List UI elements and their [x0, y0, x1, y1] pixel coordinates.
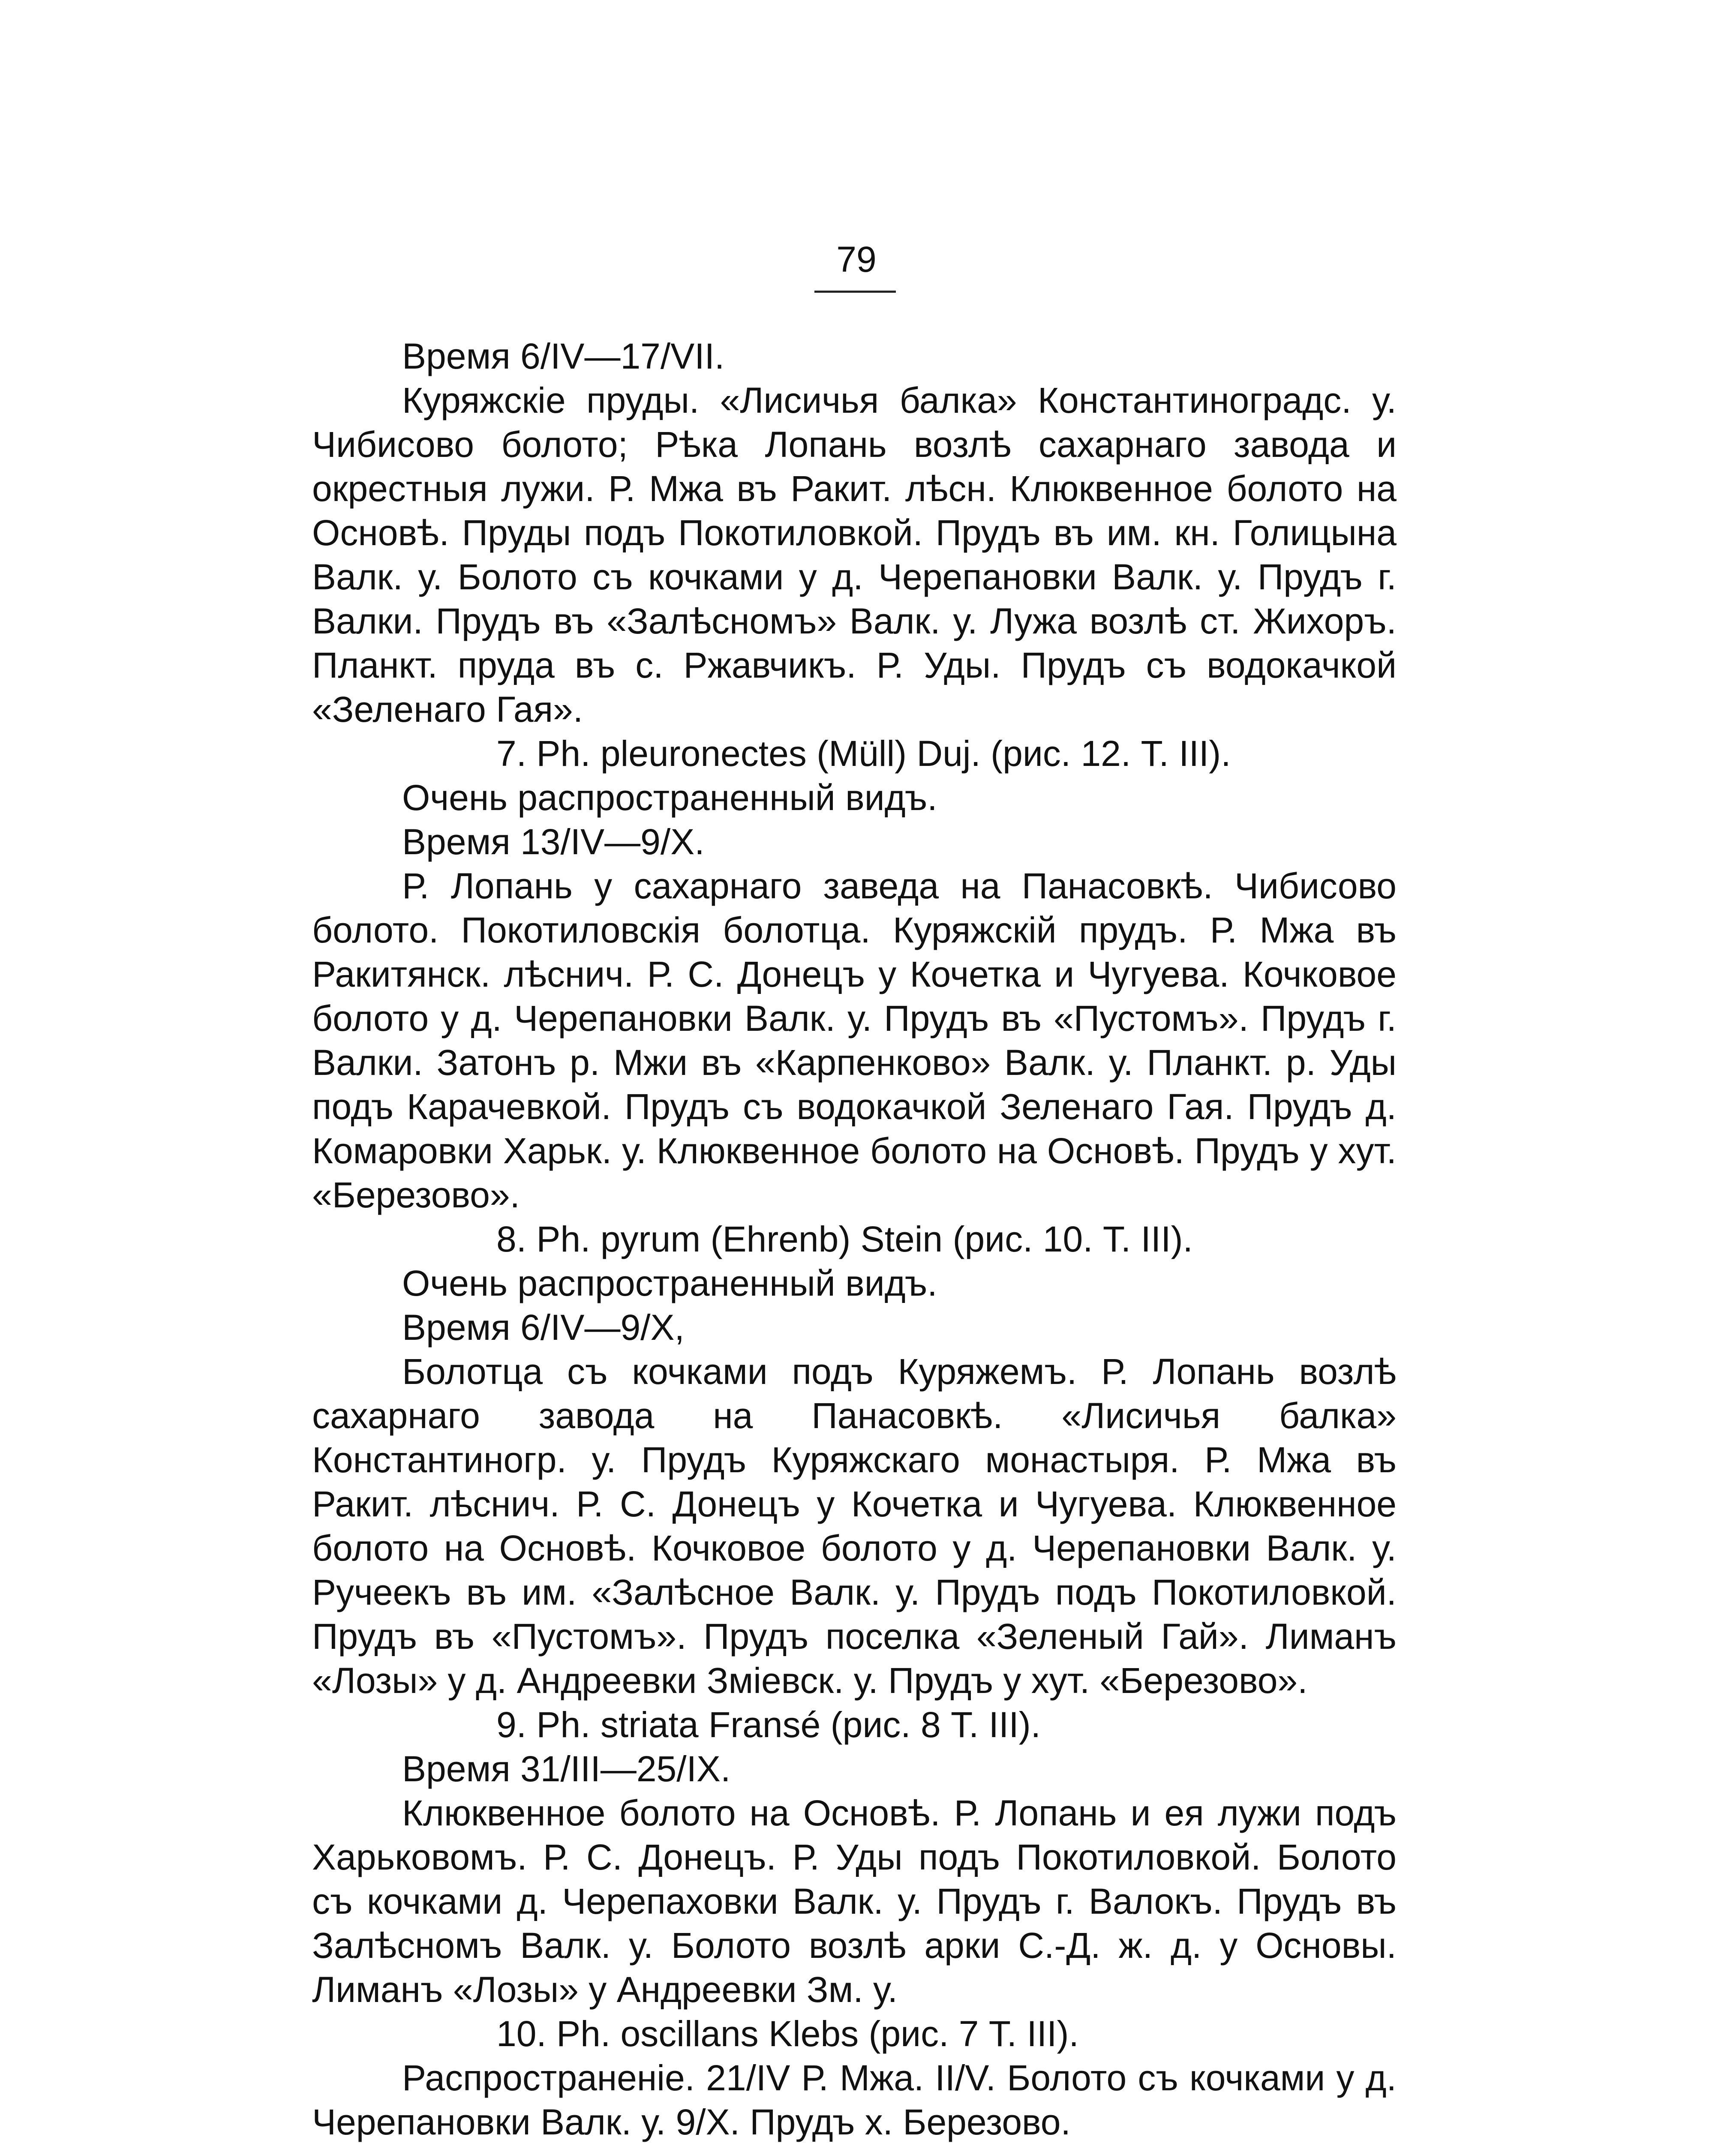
paragraph-distribution: Очень распространенный видъ.	[402, 1263, 937, 1303]
paragraph-localities: Клюквенное болото на Основѣ. Р. Лопань и ея лужи подъ Харьковомъ. Р. С. Донецъ. Р. Уды подъ Покотиловкой. Болото съ кочками д. Черепаховки Валк. у. Прудъ г. Валокъ. Прудъ въ Залѣсномъ Валк. у. Болото возлѣ арки С.-Д. ж. д. у Основы. Лиманъ «Лозы» у Андреевки Зм. у.	[312, 1793, 1397, 2010]
paragraph-localities: Болотца съ кочками подъ Куряжемъ. Р. Лопань возлѣ сахарнаго завода на Панасовкѣ. «Лисичья балка» Константиногр. у. Прудъ Куряжскаго монастыря. Р. Мжа въ Ракит. лѣснич. Р. С. Донецъ у Кочетка и Чугуева. Клюквенное болото на Основѣ. Кочковое болото у д. Черепановки Валк. у. Ручеекъ въ им. «Залѣсное Валк. у. Прудъ подъ Покотиловкой. Прудъ въ «Пустомъ». Прудъ поселка «Зеленый Гай». Лиманъ «Лозы» у д. Андреевки Зміевск. у. Прудъ у хут. «Березово».	[312, 1351, 1397, 1701]
paragraph-distribution: Очень распространенный видъ.	[402, 777, 937, 818]
species-heading: 7. Ph. pleuronectes (Müll) Duj. (рис. 12. Т. III).	[496, 733, 1231, 774]
paragraph-localities: Р. Лопань у сахарнаго заведа на Панасовкѣ. Чибисово болото. Покотиловскія болотца. Куряжскій прудъ. Р. Мжа въ Ракитянск. лѣснич. Р. С. Донецъ у Кочетка и Чугуева. Кочковое болото у д. Черепановки Валк. у. Прудъ въ «Пустомъ». Прудъ г. Валки. Затонъ р. Мжи въ «Карпенково» Валк. у. Планкт. р. Уды подъ Карачевкой. Прудъ съ водокачкой Зеленаго Гая. Прудъ д. Комаровки Харьк. у. Клюквенное болото на Основѣ. Прудъ у хут. «Березово».	[312, 866, 1397, 1215]
species-heading: 8. Ph. pyrum (Ehrenb) Stein (рис. 10. Т. III).	[496, 1219, 1193, 1259]
paragraph-distribution: Распространеніе. 21/IV Р. Мжа. II/V. Болото съ кочками у д. Черепановки Валк. у. 9/X. Прудъ х. Березово.	[312, 2058, 1397, 2142]
page-body	[312, 334, 1397, 2143]
paragraph-time-range: Время 6/IV—9/X,	[402, 1307, 685, 1348]
species-heading: 9. Ph. striata Fransé (рис. 8 Т. III).	[496, 1705, 1041, 1745]
paragraph-localities: Куряжскіе пруды. «Лисичья балка» Константиноградс. у. Чибисово болото; Рѣка Лопань возлѣ сахарнаго завода и окрестныя лужи. Р. Мжа въ Ракит. лѣсн. Клюквенное болото на Основѣ. Пруды подъ Покотиловкой. Прудъ въ им. кн. Голицына Валк. у. Болото съ кочками у д. Черепановки Валк. у. Прудъ г. Валки. Прудъ въ «Залѣсномъ» Валк. у. Лужа возлѣ ст. Жихоръ. Планкт. пруда въ с. Ржавчикъ. Р. Уды. Прудъ съ водокачкой «Зеленаго Гая».	[312, 380, 1397, 729]
paragraph-time-range: Время 13/IV—9/X.	[402, 822, 705, 862]
page-number: 79	[836, 239, 877, 279]
page-number-rule	[814, 291, 896, 293]
species-heading: 10. Ph. oscillans Klebs (рис. 7 Т. III).	[496, 2014, 1079, 2054]
paragraph-time-range: Время 31/III—25/IX.	[402, 1749, 731, 1789]
paragraph-time-range: Время 6/IV—17/VII.	[402, 336, 725, 376]
